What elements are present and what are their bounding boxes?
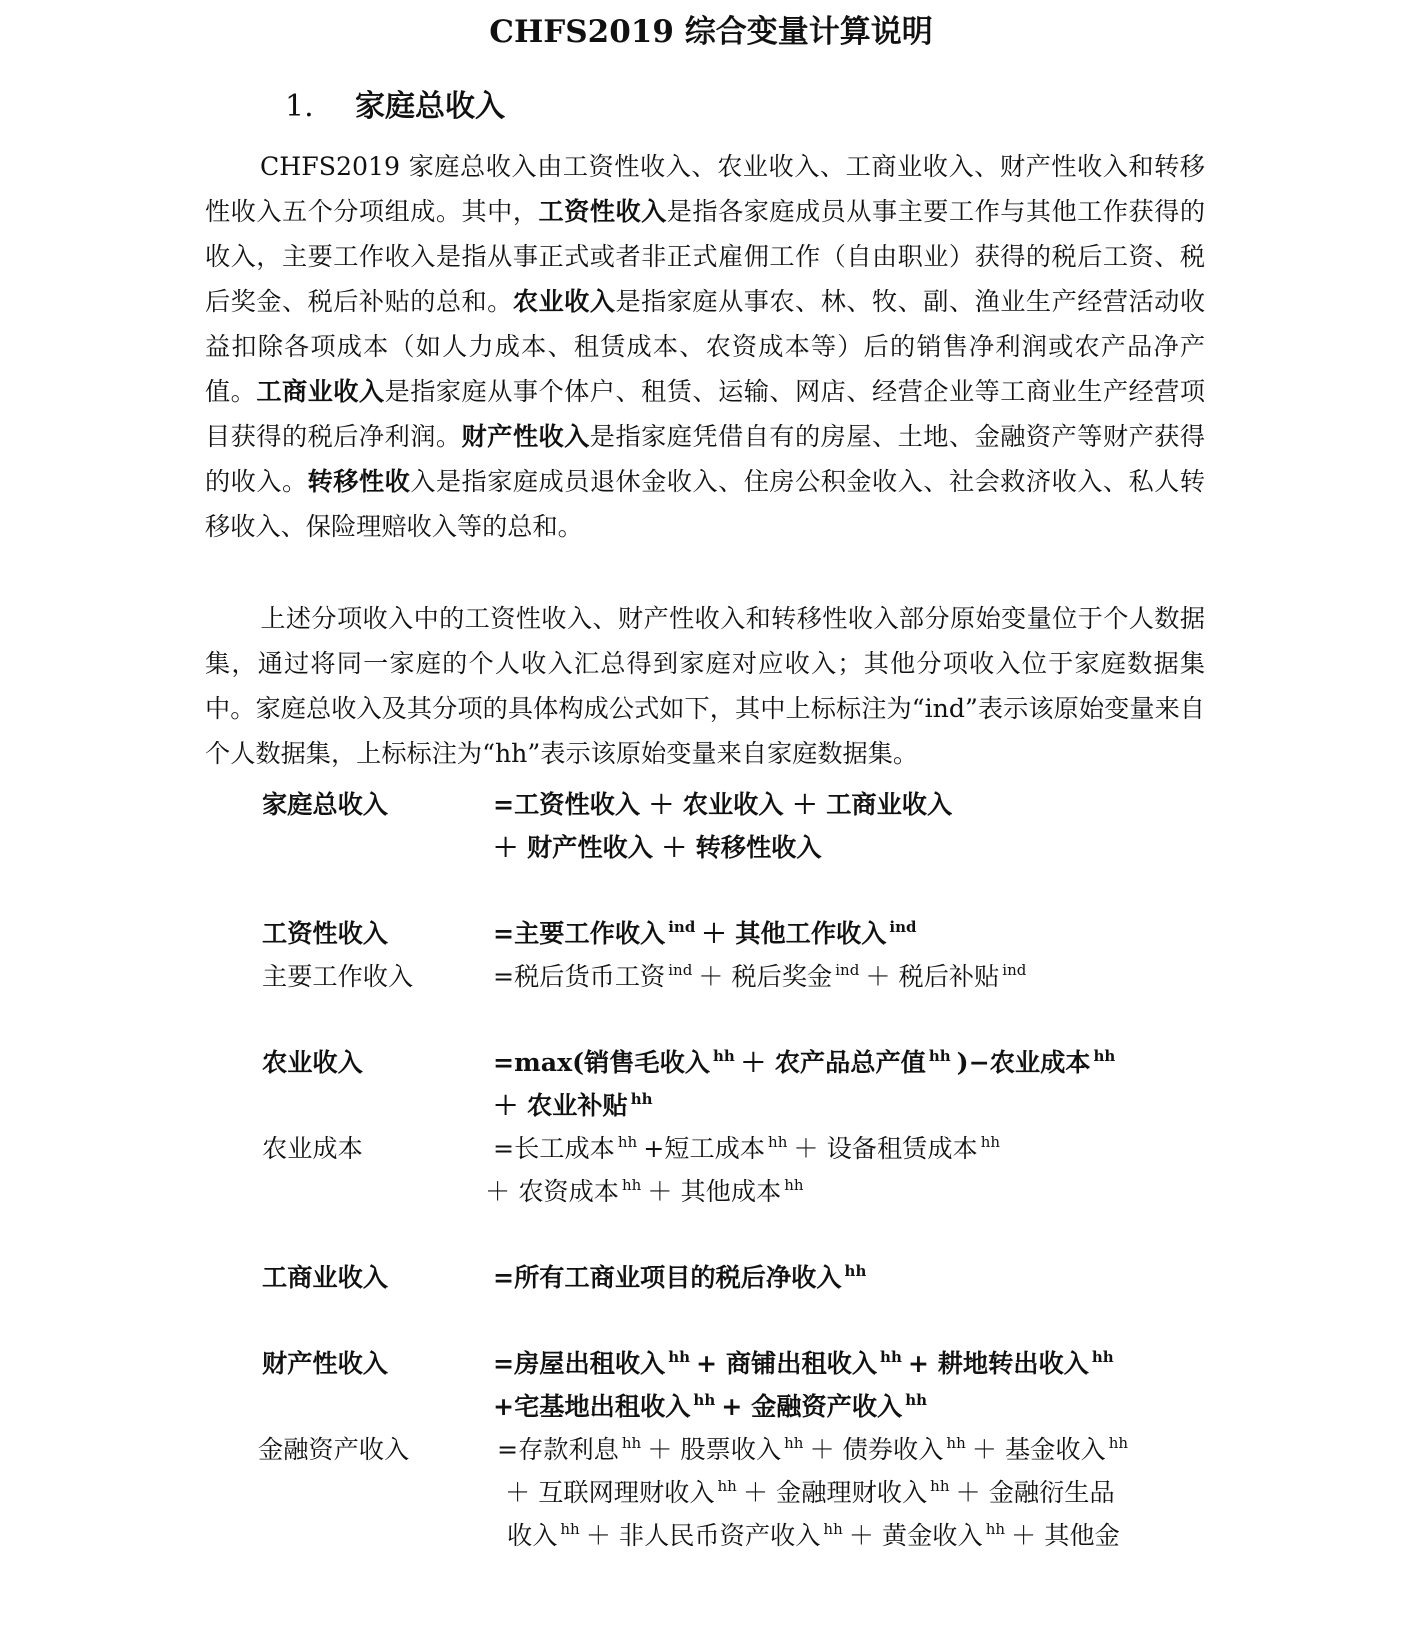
paragraph-definitions	[205, 144, 1205, 549]
para2-text: 上述分项收入中的工资性收入、财产性收入和转移性收入部分原始变量位于个人数据集，通过将同一家庭的个人收入汇总得到家庭对应收入；其他分项收入位于家庭数据集中。家庭总收入及其分项的具体构成公式如下，其中上标标注为“ind”表示该原始变量来自个人数据集，上标标注为“hh”表示该原始变量来自家庭数据集。	[205, 604, 1205, 768]
term-business: 工商业收入	[256, 376, 385, 406]
para1-text: CHFS2019 家庭总收入由工资性收入、农业收入、工商业收入、财产性收入和转移性收入五个分项组成。其中，	[205, 152, 1205, 226]
section-heading	[285, 82, 505, 132]
formula-label-wage: 工资性收入	[262, 918, 388, 948]
formula-total-line1: =工资性收入 ＋ 农业收入 ＋ 工商业收入	[493, 789, 953, 819]
term-property: 财产性收入	[461, 421, 590, 451]
formula-agri-line1: =max(销售毛收入 $^{hh}$ ＋ 农产品总产值 $^{hh}$ )−农业成本 $^{hh}$	[493, 1047, 1116, 1077]
section-title: 家庭总收入	[355, 89, 505, 124]
formula-wage: =主要工作收入 $^{ind}$ ＋ 其他工作收入 $^{ind}$	[493, 918, 917, 948]
formula-agricost-line1: =长工成本 $^{hh}$ +短工成本 $^{hh}$ ＋ 设备租赁成本 $^{hh}$	[493, 1133, 1001, 1163]
formula-total-line2: ＋ 财产性收入 ＋ 转移性收入	[493, 832, 822, 862]
document-title: CHFS2019 综合变量计算说明	[489, 14, 933, 50]
formula-label-agri: 农业收入	[262, 1047, 363, 1077]
para1-text: 是指家庭凭借自有的房屋、土地、金融资产等财产获得的收入。	[205, 422, 1206, 496]
formula-label-business: 工商业收入	[262, 1262, 388, 1292]
formula-label-property: 财产性收入	[262, 1348, 388, 1378]
section-number: 1.	[285, 89, 314, 124]
para1-text: 是指各家庭成员从事主要工作与其他工作获得的收入，主要工作收入是指从事正式或者非正式雇佣工作（自由职业）获得的税后工资、税后奖金、税后补贴的总和。	[205, 197, 1206, 316]
paragraph-data-sources	[205, 596, 1205, 776]
formula-business: =所有工商业项目的税后净收入 $^{hh}$	[493, 1262, 867, 1292]
term-wage: 工资性收入	[538, 196, 667, 226]
formula-label-agricost: 农业成本	[262, 1134, 363, 1163]
para1-text: 是指家庭从事农、林、牧、副、渔业生产经营活动收益扣除各项成本（如人力成本、租赁成本、农资成本等）后的销售净利润或农产品净产值。	[205, 287, 1206, 406]
term-transfer: 转移性收	[307, 466, 411, 496]
formula-property-line2: +宅基地出租收入 $^{hh}$ + 金融资产收入 $^{hh}$	[493, 1391, 928, 1421]
para1-text: 是指家庭从事个体户、租赁、运输、网店、经营企业等工商业生产经营项目获得的税后净利润。	[205, 377, 1206, 451]
formula-label-financial: 金融资产收入	[258, 1435, 410, 1464]
formula-label-mainjob: 主要工作收入	[262, 962, 414, 991]
formula-agricost-line2: ＋ 农资成本 $^{hh}$ ＋ 其他成本 $^{hh}$	[485, 1176, 804, 1206]
para1-text: 入是指家庭成员退休金收入、住房公积金收入、社会救济收入、私人转移收入、保险理赔收入等的总和。	[205, 467, 1206, 541]
formula-financial-line3: 收入 $^{hh}$ ＋ 非人民币资产收入 $^{hh}$ ＋ 黄金收入 $^{hh}$ ＋ 其他金	[507, 1520, 1120, 1550]
formula-financial-line1: =存款利息 $^{hh}$ ＋ 股票收入 $^{hh}$ ＋ 债券收入 $^{hh}$ ＋ 基金收入 $^{hh}$	[497, 1434, 1129, 1464]
formula-property-line1: =房屋出租收入 $^{hh}$ + 商铺出租收入 $^{hh}$ + 耕地转出收入 $^{hh}$	[493, 1348, 1114, 1378]
term-agri: 农业收入	[512, 286, 616, 316]
formula-mainjob: =税后货币工资 $^{ind}$ ＋ 税后奖金 $^{ind}$ ＋ 税后补贴 $^{ind}$	[493, 961, 1027, 991]
formula-label-total: 家庭总收入	[262, 789, 388, 819]
formula-financial-line2: ＋ 互联网理财收入 $^{hh}$ ＋ 金融理财收入 $^{hh}$ ＋ 金融衍生品	[505, 1477, 1115, 1507]
formula-agri-line2: ＋ 农业补贴 $^{hh}$	[493, 1090, 653, 1120]
